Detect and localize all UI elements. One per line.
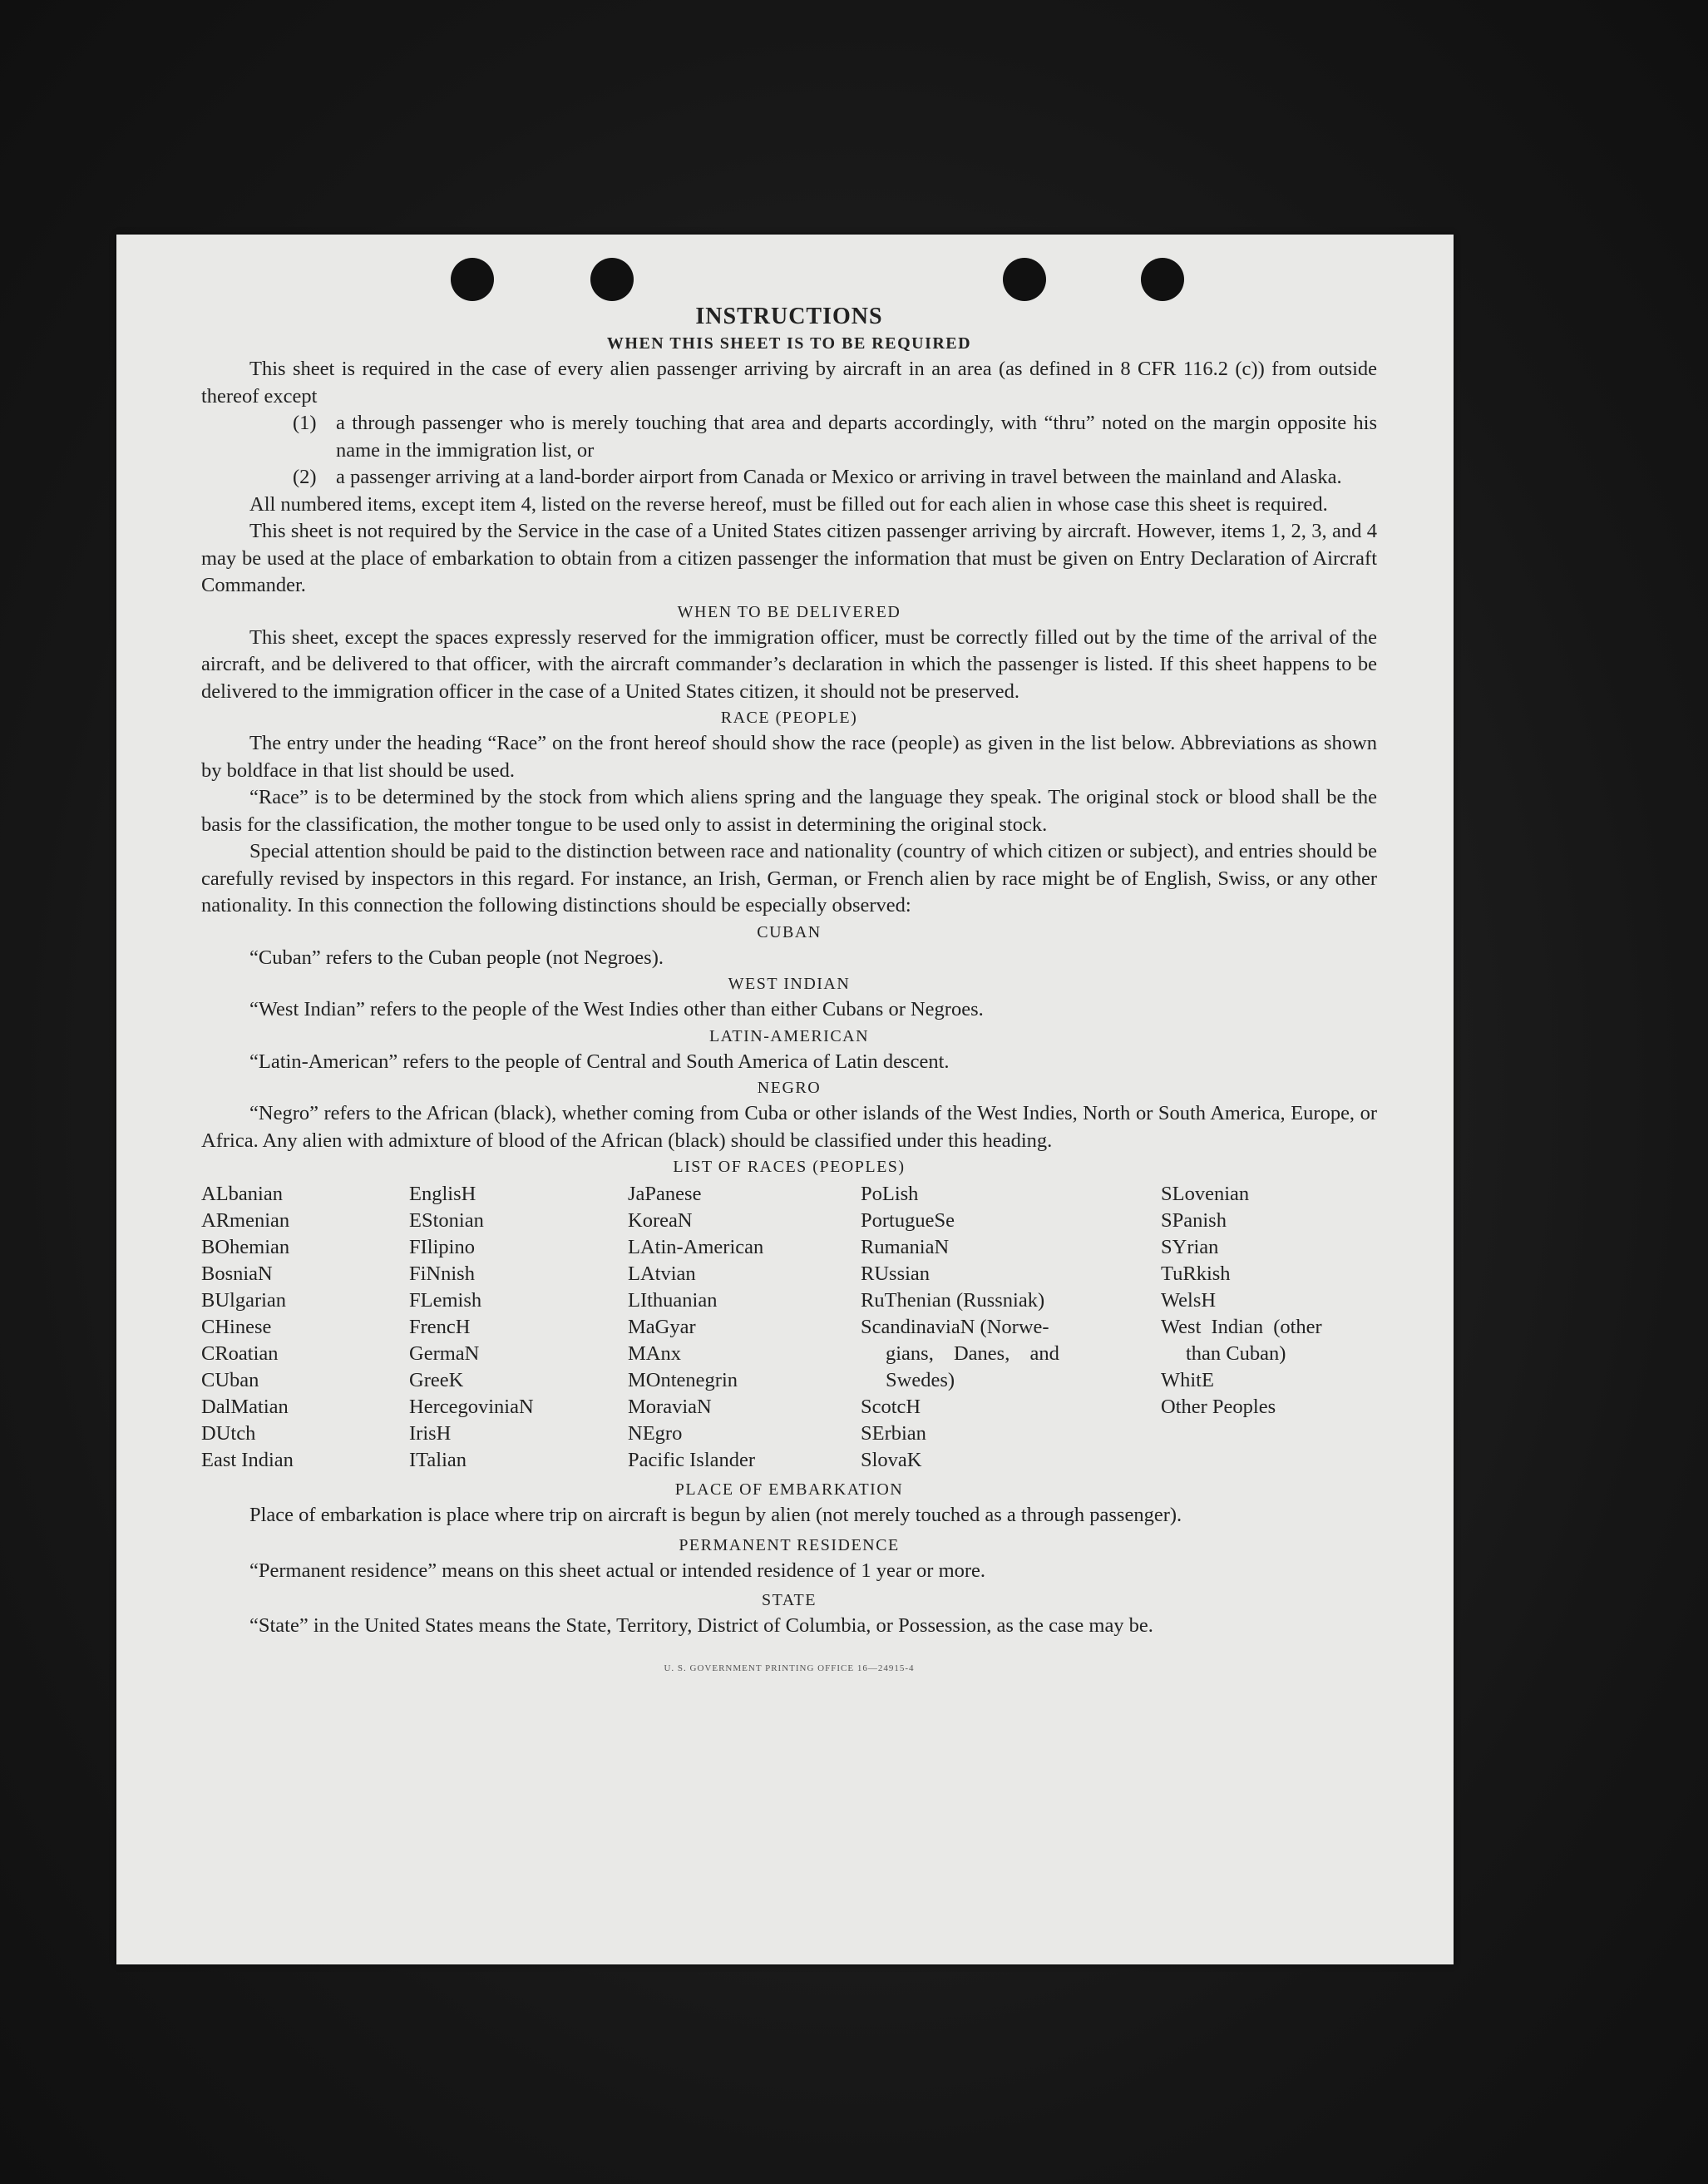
race-entry: FLemish (409, 1289, 482, 1312)
race-entry: WelsH (1161, 1289, 1217, 1312)
race-entry: CUban (201, 1369, 259, 1391)
races-column-5 (1161, 1181, 1377, 1474)
race-entry: ARmenian (201, 1209, 290, 1232)
race-entry: SlovaK (861, 1449, 922, 1471)
race-entry: MOntenegrin (628, 1369, 738, 1391)
heading-state: STATE (762, 1591, 817, 1609)
race-entry: RuThenian (Russniak) (861, 1289, 1045, 1312)
negro-text: “Negro” refers to the African (black), whether coming from Cuba or other islands of the West Indies, North or South America, Europe, or Africa. Any alien with admixture of blood of the African (black) should be classified under this heading. (201, 1102, 1377, 1152)
punch-hole-4 (1141, 258, 1184, 301)
heading-permanent-residence: PERMANENT RESIDENCE (679, 1535, 900, 1554)
race-entry: JaPanese (628, 1183, 702, 1205)
exception-item-2 (293, 464, 1377, 492)
race-entry: RUssian (861, 1262, 931, 1285)
race-entry: DalMatian (201, 1396, 289, 1418)
race-entry: GermaN (409, 1342, 480, 1365)
race-entry: TuRkish (1161, 1262, 1231, 1285)
page-title: INSTRUCTIONS (695, 304, 883, 329)
heading-list-of-races: LIST OF RACES (PEOPLES) (673, 1158, 906, 1176)
race-entry: LIthuanian (628, 1289, 718, 1312)
race-entry: MAnx (628, 1342, 681, 1365)
embarkation-text: Place of embarkation is place where trip on aircraft is begun by alien (not merely touched as a through passenger). (249, 1504, 1182, 1526)
west-indian-text: “West Indian” refers to the people of the West Indies other than either Cubans or Negroes. (249, 998, 984, 1020)
heading-required: WHEN THIS SHEET IS TO BE REQUIRED (606, 334, 972, 353)
race-para-2: “Race” is to be determined by the stock from which aliens spring and the language they speak. The original stock or blood shall be the basis for the classification, the mother tongue to be used only to assist in determining the original stock. (201, 786, 1377, 836)
race-entry-continued: gians, Danes, and (886, 1342, 1059, 1365)
race-entry: ScandinaviaN (Norwe- (861, 1316, 1049, 1338)
instruction-sheet (116, 235, 1454, 1964)
race-entry: MoraviaN (628, 1396, 712, 1418)
race-entry: NEgro (628, 1422, 683, 1445)
race-entry: PortugueSe (861, 1209, 955, 1232)
race-entry: Pacific Islander (628, 1449, 756, 1471)
race-entry: DUtch (201, 1422, 256, 1445)
required-para-3: This sheet is not required by the Service in the case of a United States citizen passenger arriving by aircraft. However, items 1, 2, 3, and 4 may be used at the place of embarkation to obtain from a citizen passenger the information that must be given on Entry Declaration of Aircraft Commander. (201, 520, 1377, 596)
printer-imprint: U. S. GOVERNMENT PRINTING OFFICE 16—24915-4 (664, 1663, 915, 1673)
heading-negro: NEGRO (757, 1079, 822, 1097)
race-entry: KoreaN (628, 1209, 693, 1232)
race-entry: RumaniaN (861, 1236, 950, 1258)
delivered-text: This sheet, except the spaces expressly reserved for the immigration officer, must be correctly filled out by the time of the arrival of the aircraft, and be delivered to that officer, with the aircraft commander’s declaration in which the passenger is listed. If this sheet happens to be delivered to the immigration officer in the case of a United States citizen, it should not be preserved. (201, 625, 1377, 703)
race-entry: EnglisH (409, 1183, 476, 1205)
race-entry: SPanish (1161, 1209, 1227, 1232)
race-entry-continued: than Cuban) (1186, 1342, 1286, 1365)
race-para-3: Special attention should be paid to the distinction between race and nationality (country of which citizen or subject), and entries should be carefully revised by inspectors in this regard. For instance, an Irish, German, or French alien by race might be of English, Swiss, or any other nationality. In this connection the following distinctions should be especially observed: (201, 840, 1377, 917)
race-entry: ScotcH (861, 1396, 921, 1418)
item-number: (2) (293, 466, 317, 488)
residence-text: “Permanent residence” means on this sheet actual or intended residence of 1 year or more. (249, 1559, 986, 1582)
state-text: “State” in the United States means the State, Territory, District of Columbia, or Possession, as the case may be. (249, 1614, 1153, 1637)
heading-latin-american: LATIN-AMERICAN (708, 1026, 870, 1045)
punch-hole-2 (590, 258, 634, 301)
race-para-1: The entry under the heading “Race” on the front hereof should show the race (people) as given in the list below. Abbreviations as shown by boldface in that list should be used. (201, 732, 1377, 782)
race-entry: FIlipino (409, 1236, 475, 1258)
heading-race: RACE (PEOPLE) (720, 709, 858, 727)
heading-embarkation: PLACE OF EMBARKATION (674, 1480, 904, 1499)
races-column-3 (628, 1181, 861, 1474)
race-entry: LAtin-American (628, 1236, 764, 1258)
latin-american-text: “Latin-American” refers to the people of Central and South America of Latin descent. (249, 1050, 950, 1073)
race-entry: ALbanian (201, 1183, 283, 1205)
heading-west-indian: WEST INDIAN (728, 975, 851, 993)
race-entry: GreeK (409, 1369, 464, 1391)
race-entry: IrisH (409, 1422, 452, 1445)
races-column-2 (409, 1181, 628, 1474)
race-entry: BUlgarian (201, 1289, 287, 1312)
race-entry: SErbian (861, 1422, 926, 1445)
race-entry-continued: Swedes) (886, 1369, 955, 1391)
race-entry: LAtvian (628, 1262, 696, 1285)
exception-item-1 (293, 410, 1377, 464)
race-entry: East Indian (201, 1449, 294, 1471)
item-text: a through passenger who is merely touching that area and departs accordingly, with “thru” noted on the margin opposite his name in the immigration list, or (336, 412, 1377, 462)
race-entry: MaGyar (628, 1316, 696, 1338)
race-entry: BosniaN (201, 1262, 273, 1285)
race-entry: EStonian (409, 1209, 484, 1232)
race-entry: HercegoviniaN (409, 1396, 534, 1418)
race-entry: CRoatian (201, 1342, 279, 1365)
heading-delivered: WHEN TO BE DELIVERED (677, 602, 901, 621)
required-intro: This sheet is required in the case of every alien passenger arriving by aircraft in an area (as defined in 8 CFR 116.2 (c)) from outside thereof except (201, 358, 1377, 408)
sheet-content (201, 301, 1377, 1682)
race-entry: BOhemian (201, 1236, 290, 1258)
races-list (201, 1181, 1377, 1474)
races-column-1 (201, 1181, 409, 1474)
required-para-2: All numbered items, except item 4, listed on the reverse hereof, must be filled out for each alien in whose case this sheet is required. (249, 492, 1328, 516)
race-entry: SLovenian (1161, 1183, 1250, 1205)
race-entry: SYrian (1161, 1236, 1219, 1258)
race-entry: FrencH (409, 1316, 471, 1338)
race-entry: CHinese (201, 1316, 272, 1338)
race-entry: FiNnish (409, 1262, 475, 1285)
punch-hole-1 (451, 258, 494, 301)
race-entry: PoLish (861, 1183, 919, 1205)
item-text: a passenger arriving at a land-border airport from Canada or Mexico or arriving in travel between the mainland and Alaska. (336, 466, 1342, 488)
race-entry: ITalian (409, 1449, 467, 1471)
heading-cuban: CUBAN (757, 922, 822, 941)
item-number: (1) (293, 412, 317, 434)
punch-hole-3 (1003, 258, 1046, 301)
cuban-text: “Cuban” refers to the Cuban people (not Negroes). (249, 946, 664, 969)
races-column-4 (861, 1181, 1161, 1474)
race-entry: Other Peoples (1161, 1396, 1276, 1418)
race-entry: West Indian (other (1161, 1316, 1322, 1338)
race-entry: WhitE (1161, 1369, 1214, 1391)
